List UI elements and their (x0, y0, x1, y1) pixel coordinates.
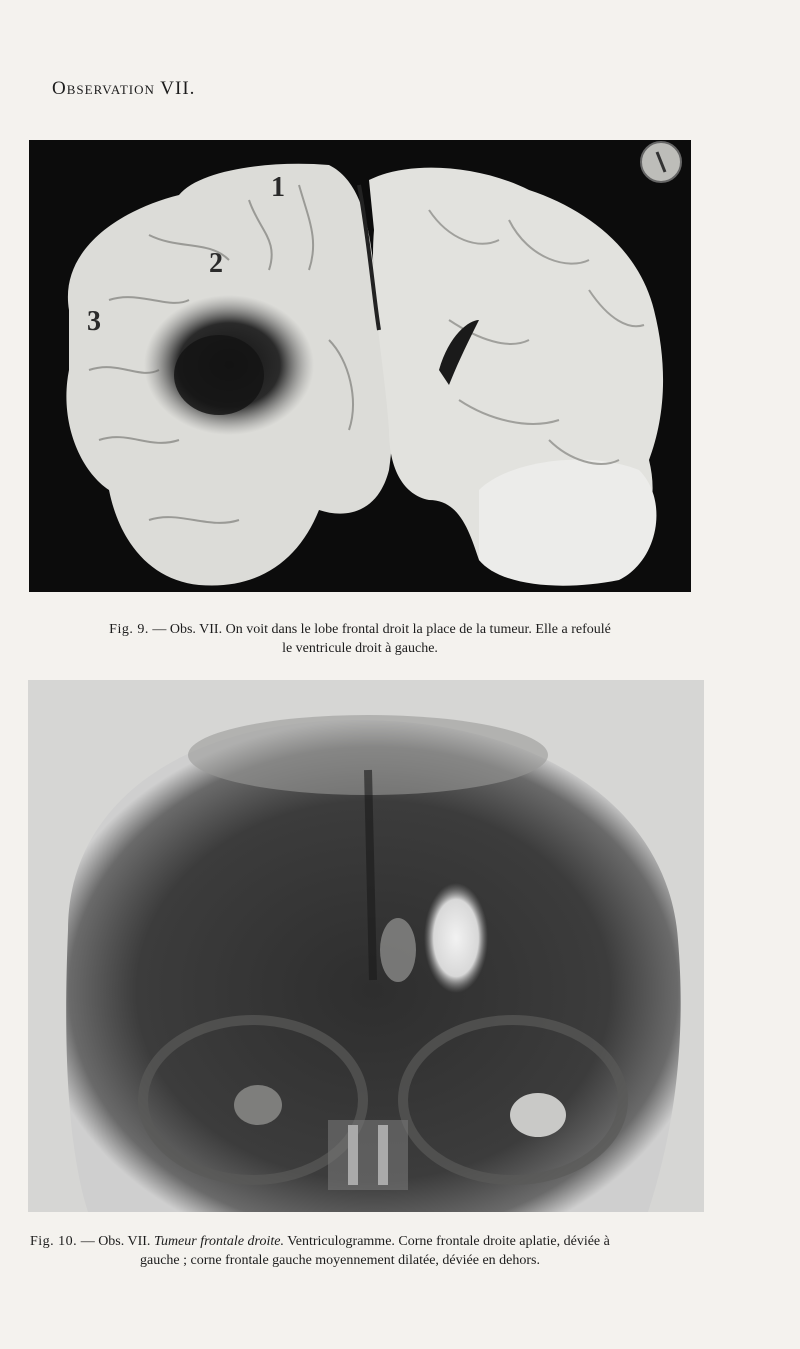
fig10-obs: Obs. VII. (98, 1234, 151, 1249)
figure-9-brain-section-photo (29, 140, 691, 592)
page-header: Observation VII. (52, 78, 196, 99)
fig9-caption-line2: le ventricule droit à gauche. (282, 641, 438, 656)
fig10-caption-line2: gauche ; corne frontale gauche moyennement dilatée, déviée en dehors. (140, 1253, 540, 1268)
figure-9-caption (55, 620, 665, 658)
fig9-dash: — (152, 622, 167, 637)
fig10-italic: Tumeur frontale droite. (153, 1234, 284, 1249)
figure-10-ventriculogram-xray (28, 680, 704, 1212)
fig9-label: Fig. 9. (109, 622, 149, 637)
label-3: 3 (87, 306, 101, 337)
fig9-caption-line1: Obs. VII. On voit dans le lobe frontal droit la place de la tumeur. Elle a refoulé (169, 622, 611, 637)
fig10-dash: — (80, 1234, 95, 1249)
figure-10-caption (30, 1232, 720, 1270)
label-1: 1 (271, 172, 285, 203)
fig10-label: Fig. 10. (30, 1234, 78, 1249)
fig10-caption-line1: Ventriculogramme. Corne frontale droite aplatie, déviée à (287, 1234, 610, 1249)
label-2: 2 (209, 248, 223, 279)
